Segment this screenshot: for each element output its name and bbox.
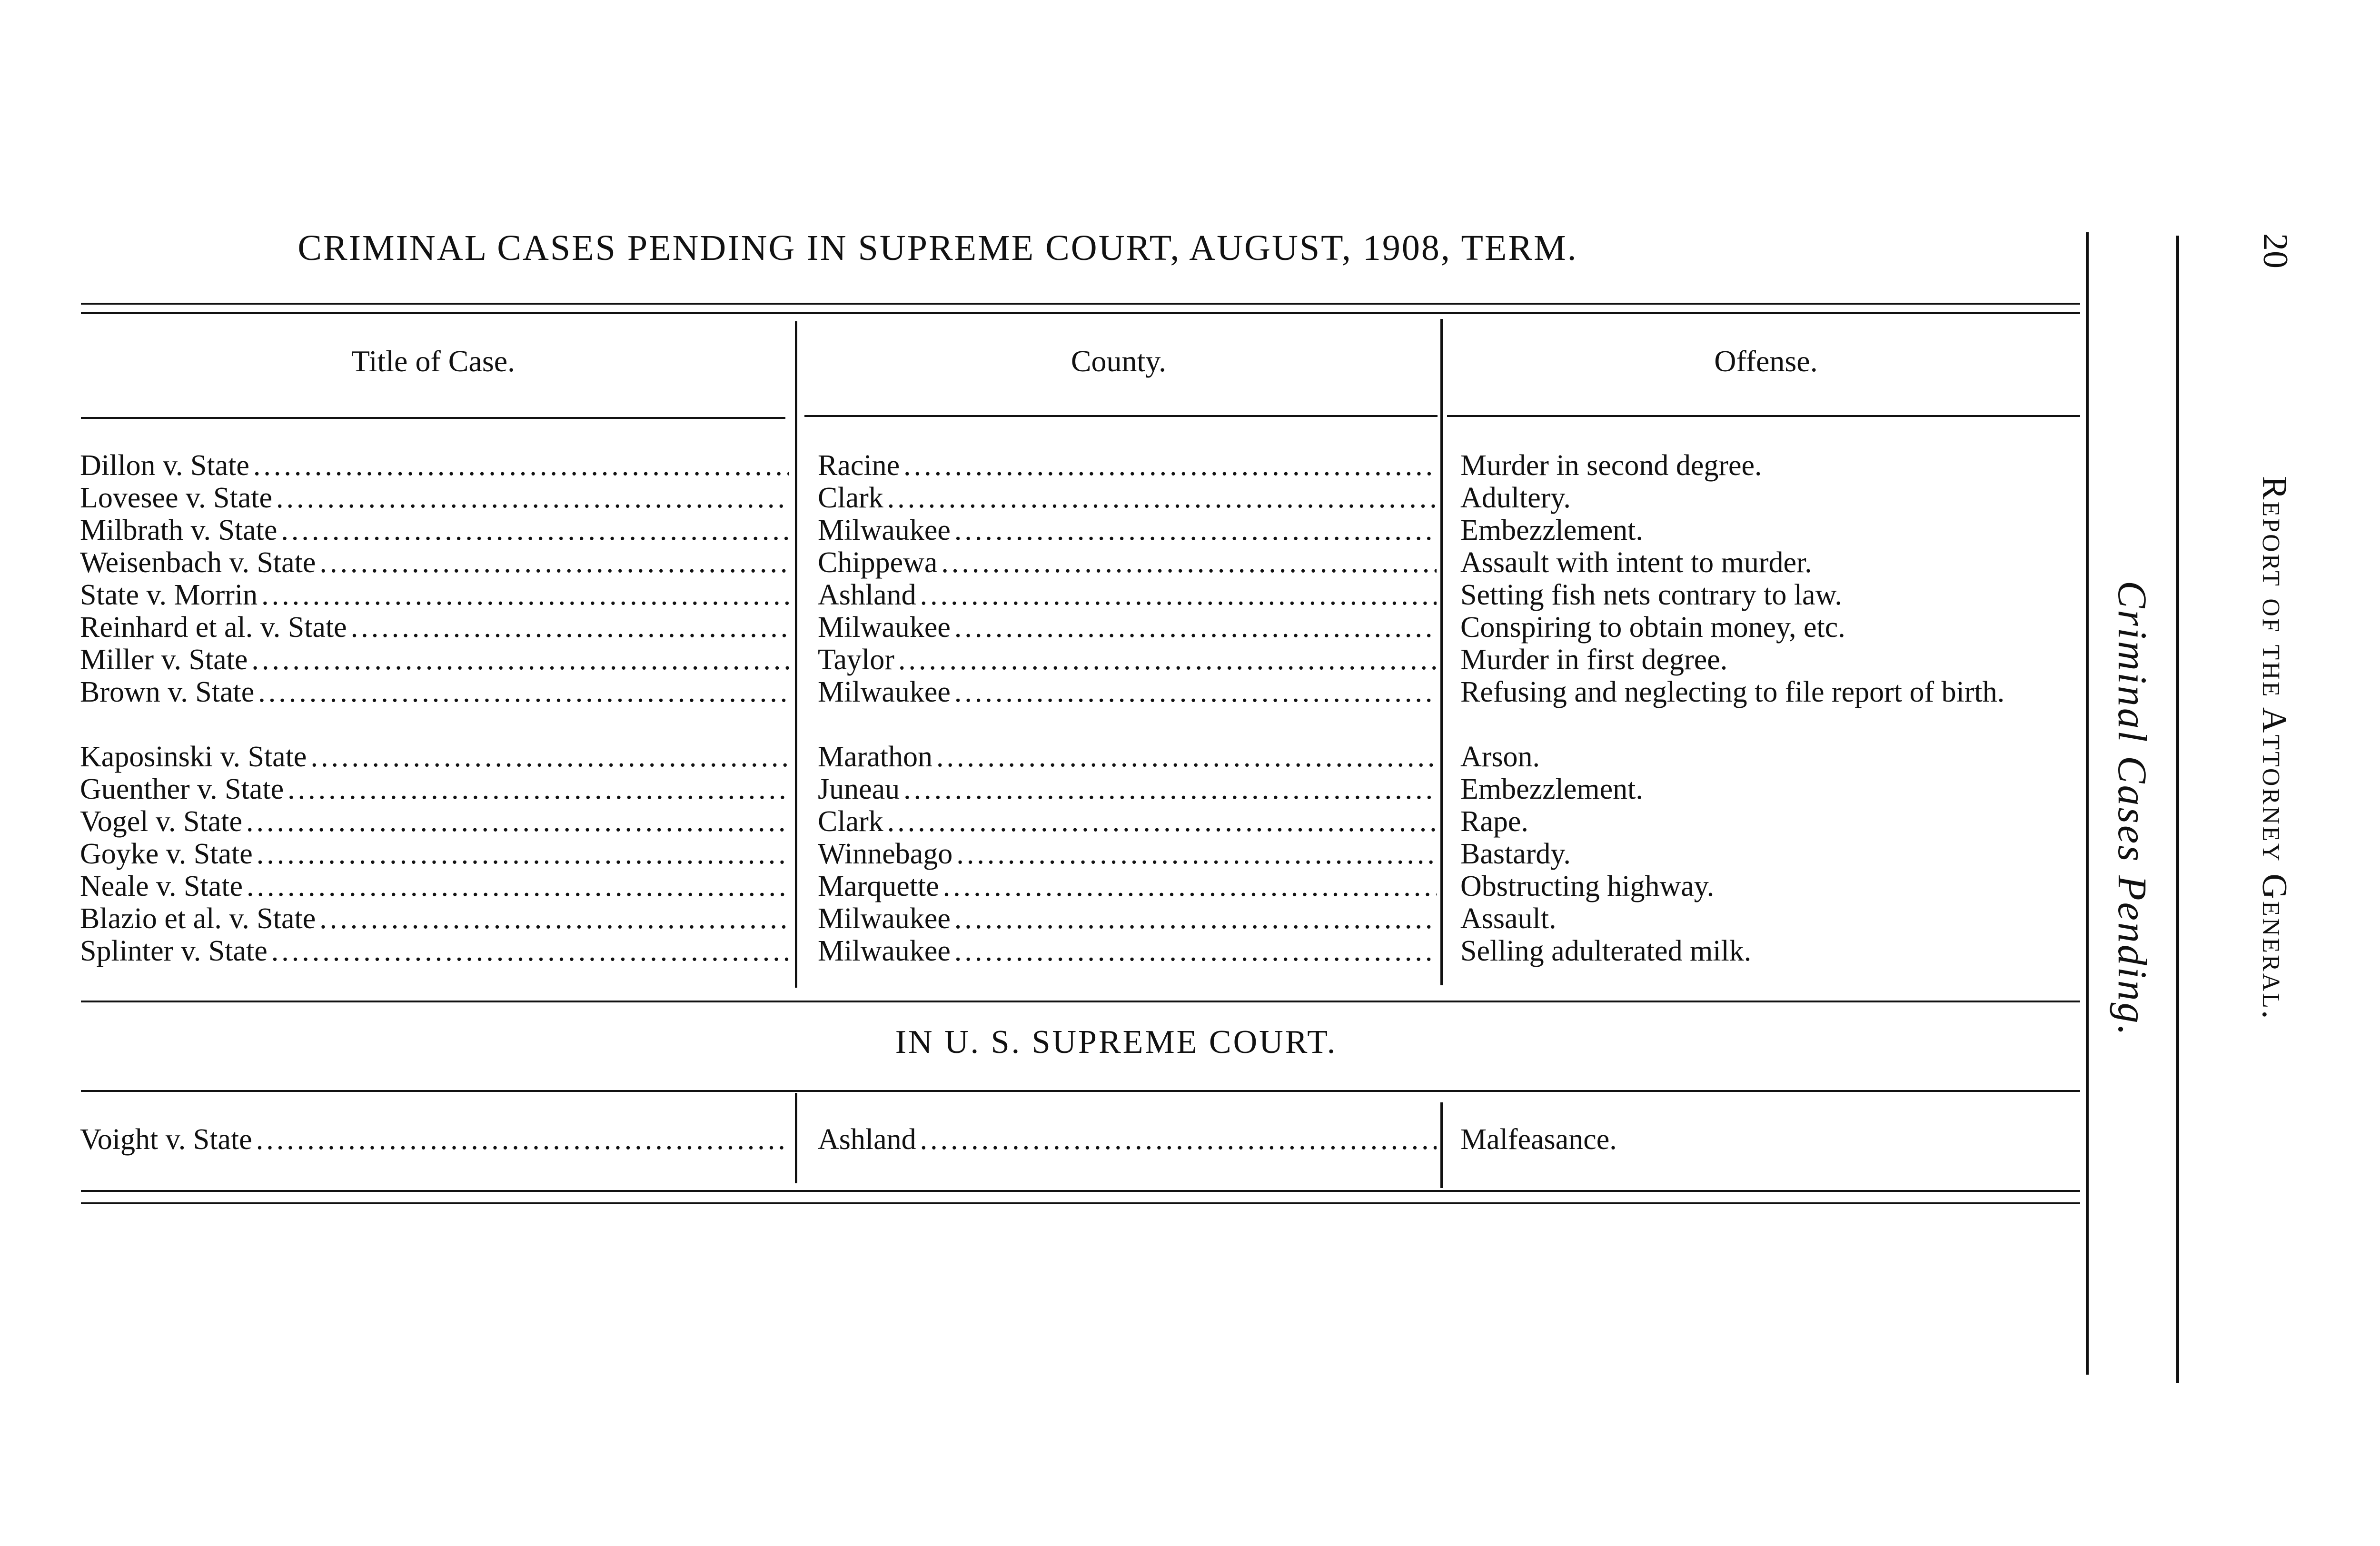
table-row (0, 546, 2094, 579)
table-row (0, 838, 2094, 870)
section-rule (81, 1090, 2080, 1092)
margin-rule (2176, 236, 2179, 1383)
case-county: Ashland (818, 579, 916, 611)
case-title: Neale v. State (80, 870, 243, 902)
table-row (0, 741, 2094, 773)
table-row (0, 935, 2094, 967)
table-row (0, 482, 2094, 514)
page-number: 20 (2256, 233, 2295, 268)
table-row (0, 870, 2094, 902)
table-row (0, 1123, 2094, 1156)
case-county: Milwaukee (818, 902, 951, 935)
case-offense: Setting fish nets contrary to law. (1460, 579, 1842, 611)
case-title: Blazio et al. v. State (80, 902, 316, 935)
case-county: Taylor (818, 644, 894, 676)
top-rule-inner (81, 312, 2080, 314)
table-row (0, 676, 2094, 741)
header-underline (1447, 415, 2080, 417)
case-title: Lovesee v. State (80, 482, 272, 514)
case-county: Clark (818, 805, 883, 838)
bottom-rule-inner (81, 1202, 2080, 1204)
case-offense: Murder in second degree. (1460, 449, 1762, 482)
case-offense: Refusing and neglecting to file report of birth. (1460, 676, 2005, 708)
case-title: Splinter v. State (80, 935, 268, 967)
case-offense: Conspiring to obtain money, etc. (1460, 611, 1845, 644)
case-title: Miller v. State (80, 644, 248, 676)
header-county: County. (1071, 344, 1167, 378)
table-row (0, 611, 2094, 644)
page-title: CRIMINAL CASES PENDING IN SUPREME COURT, AUGUST, 1908, TERM. (298, 228, 1578, 268)
table-row (0, 805, 2094, 838)
case-title: Reinhard et al. v. State (80, 611, 347, 644)
table-row (0, 449, 2094, 482)
case-offense: Rape. (1460, 805, 1528, 838)
case-county: Milwaukee (818, 514, 951, 546)
header-underline (804, 415, 1438, 417)
case-offense: Embezzlement. (1460, 773, 1643, 805)
header-underline (81, 417, 785, 419)
case-title: State v. Morrin (80, 579, 258, 611)
case-offense: Bastardy. (1460, 838, 1571, 870)
case-county: Chippewa (818, 546, 938, 579)
running-head: Report of the Attorney General. (2255, 476, 2294, 1021)
case-title: Vogel v. State (80, 805, 242, 838)
case-title: Weisenbach v. State (80, 546, 316, 579)
case-county: Marquette (818, 870, 939, 902)
case-title: Guenther v. State (80, 773, 284, 805)
case-offense: Arson. (1460, 741, 1540, 773)
us-supreme-court-heading: IN U. S. SUPREME COURT. (895, 1024, 1338, 1060)
case-county: Marathon (818, 741, 933, 773)
case-offense: Adultery. (1460, 482, 1571, 514)
case-title: Brown v. State (80, 676, 255, 708)
case-county: Winnebago (818, 838, 953, 870)
header-offense: Offense. (1714, 344, 1818, 378)
case-offense: Malfeasance. (1460, 1123, 1617, 1156)
case-offense: Assault with intent to murder. (1460, 546, 1812, 579)
case-offense: Murder in first degree. (1460, 644, 1728, 676)
case-county: Ashland (818, 1123, 916, 1156)
table-row (0, 644, 2094, 676)
case-county: Milwaukee (818, 935, 951, 967)
table-row (0, 579, 2094, 611)
case-offense: Selling adulterated milk. (1460, 935, 1752, 967)
bottom-rule (81, 1190, 2080, 1192)
case-offense: Assault. (1460, 902, 1557, 935)
margin-rule (2086, 232, 2089, 1375)
case-offense: Embezzlement. (1460, 514, 1643, 546)
section-rule (81, 1001, 2080, 1002)
case-county: Milwaukee (818, 676, 951, 708)
table-row (0, 773, 2094, 805)
case-county: Racine (818, 449, 900, 482)
case-county: Milwaukee (818, 611, 951, 644)
case-title: Milbrath v. State (80, 514, 278, 546)
top-rule (81, 303, 2080, 305)
side-title: Criminal Cases Pending. (2110, 581, 2155, 1038)
case-county: Clark (818, 482, 883, 514)
case-title: Kaposinski v. State (80, 741, 307, 773)
case-title: Dillon v. State (80, 449, 249, 482)
case-county: Juneau (818, 773, 900, 805)
case-table-body (0, 449, 2094, 967)
case-title: Voight v. State (80, 1123, 252, 1156)
header-title-of-case: Title of Case. (351, 344, 516, 378)
table-row (0, 514, 2094, 546)
table-row (0, 902, 2094, 935)
case-offense: Obstructing highway. (1460, 870, 1715, 902)
case-title: Goyke v. State (80, 838, 253, 870)
